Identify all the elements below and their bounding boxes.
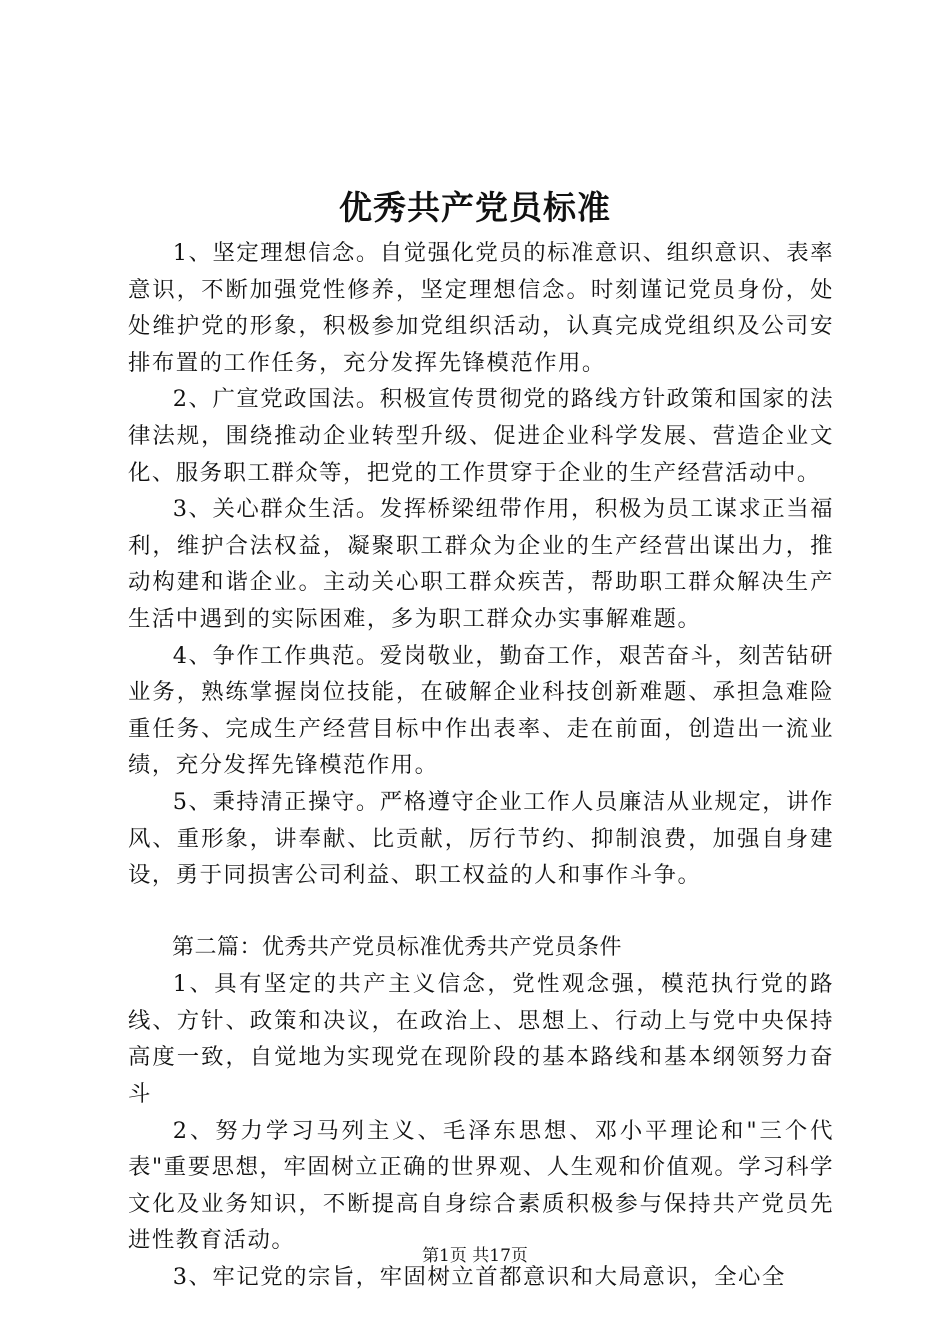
paragraph-2: 2、广宣党政国法。积极宣传贯彻党的路线方针政策和国家的法律法规，围绕推动企业转型升级、促进企业科学发展、营造企业文化、服务职工群众等，把党的工作贯穿于企业的生产经营活动中。 [128,386,834,486]
paragraph-1: 1、坚定理想信念。自觉强化党员的标准意识、组织意识、表率意识，不断加强党性修养，坚定理想信念。时刻谨记党员身份，处处维护党的形象，积极参加党组织活动，认真完成党组织及公司安排布置的工作任务，充分发挥先锋模范作用。 [128,240,834,376]
paragraph-5: 5、秉持清正操守。严格遵守企业工作人员廉洁从业规定，讲作风、重形象，讲奉献、比贡献，厉行节约、抑制浪费，加强自身建设，勇于同损害公司利益、职工权益的人和事作斗争。 [128,788,834,889]
paragraph-3: 3、关心群众生活。发挥桥梁纽带作用，积极为员工谋求正当福利，维护合法权益，凝聚职工群众为企业的生产经营出谋出力，推动构建和谐企业。主动关心职工群众疾苦，帮助职工群众解决生产生活中遇到的实际困难，多为职工群众办实事解难题。 [128,496,834,632]
section-spacer [128,894,834,930]
page-footer: 第1页 共17页 [422,1246,528,1266]
document-body [128,235,834,1296]
document-title: 优秀共产党员标准 [339,188,611,227]
section-2-paragraph-2: 2、努力学习马列主义、毛泽东思想、邓小平理论和"三个代表"重要思想，牢固树立正确的世界观、人生观和价值观。学习科学文化及业务知识，不断提高自身综合素质积极参与保持共产党员先进性教育活动。 [128,1117,834,1254]
paragraph-4: 4、争作工作典范。爱岗敬业，勤奋工作，艰苦奋斗，刻苦钻研业务，熟练掌握岗位技能，在破解企业科技创新难题、承担急难险重任务、完成生产经营目标中作出表率、走在前面，创造出一流业绩，充分发挥先锋模范作用。 [128,642,834,779]
section-2-heading: 第二篇：优秀共产党员标准优秀共产党员条件 [172,934,623,960]
section-2-paragraph-1: 1、具有坚定的共产主义信念，党性观念强，模范执行党的路线、方针、政策和决议，在政治上、思想上、行动上与党中央保持高度一致，自觉地为实现党在现阶段的基本路线和基本纲领努力奋斗 [128,971,834,1108]
section-2-paragraph-3: 3、牢记党的宗旨，牢固树立首都意识和大局意识，全心全 [172,1264,786,1291]
